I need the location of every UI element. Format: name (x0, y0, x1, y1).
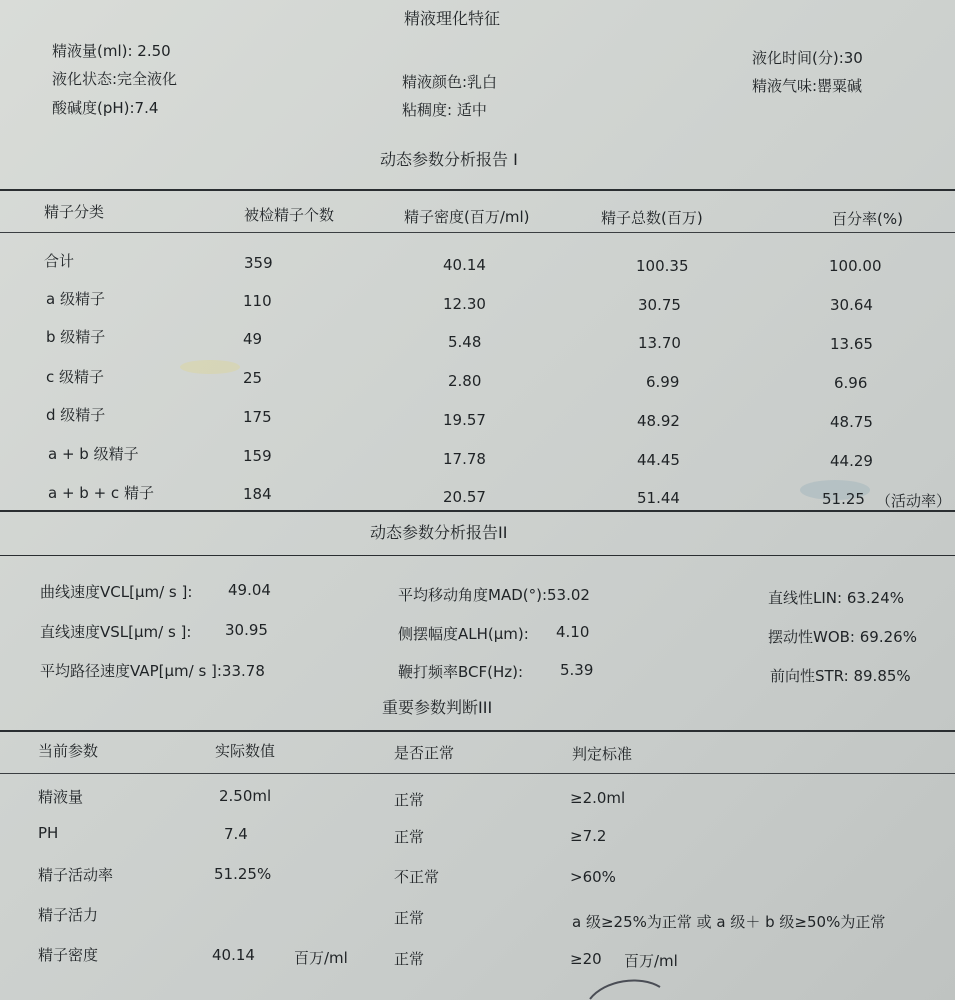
table-cell: a + b + c 精子 (48, 484, 154, 502)
table-rule-header (0, 232, 955, 233)
table-cell: 19.57 (443, 411, 486, 429)
bcf-value: 5.39 (560, 661, 594, 679)
header-actual-value: 实际数值 (215, 742, 276, 760)
table-cell: 48.92 (637, 412, 680, 430)
table-cell: 不正常 (394, 868, 440, 886)
table-cell: a 级精子 (46, 290, 105, 308)
wob-label: 摆动性WOB: 69.26% (768, 628, 917, 646)
table-cell: 20.57 (443, 488, 486, 506)
header-criteria: 判定标准 (572, 745, 633, 763)
table-cell: 100.35 (636, 257, 689, 275)
header-density: 精子密度(百万/ml) (404, 208, 530, 226)
table-cell: ≥7.2 (570, 827, 607, 845)
table-cell: 13.70 (638, 334, 681, 352)
table-cell: 13.65 (830, 335, 873, 353)
table-rule-bottom (0, 510, 955, 512)
lin-label: 直线性LIN: 63.24% (768, 589, 905, 607)
activity-rate-note: （活动率） (876, 492, 952, 510)
table-cell: 184 (243, 485, 272, 503)
semen-odor: 精液气味:罌粟碱 (752, 77, 863, 95)
table-cell: 正常 (394, 828, 425, 846)
table-cell: d 级精子 (46, 406, 106, 424)
section-title-dynamic-1: 动态参数分析报告 I (380, 150, 518, 169)
table-cell: 40.14 (212, 946, 255, 964)
section-title-key-params: 重要参数判断III (382, 698, 493, 717)
table-cell: 30.75 (638, 296, 681, 314)
bcf-label: 鞭打频率BCF(Hz): (398, 663, 524, 681)
table-cell: 精子活动率 (38, 866, 114, 884)
table-cell: 正常 (394, 950, 425, 968)
table-cell: 51.25 (822, 490, 865, 508)
table-cell: PH (38, 824, 59, 842)
table-cell: 精子密度 (38, 946, 99, 964)
table-cell: 100.00 (829, 257, 882, 275)
alh-label: 侧摆幅度ALH(μm): (398, 625, 529, 643)
vsl-value: 30.95 (225, 621, 268, 639)
table-cell: 精子活力 (38, 906, 99, 924)
mad-label: 平均移动角度MAD(°):53.02 (398, 586, 590, 604)
table-rule-top (0, 730, 955, 732)
table-cell: 44.45 (637, 451, 680, 469)
table-cell: 17.78 (443, 450, 486, 468)
table-cell: a 级≥25%为正常 或 a 级＋ b 级≥50%为正常 (572, 913, 886, 931)
table-cell: 49 (243, 330, 263, 348)
table-cell: 5.48 (448, 333, 482, 351)
table-cell: 175 (243, 408, 272, 426)
handwritten-mark (580, 975, 700, 1000)
table-cell: 6.99 (646, 373, 680, 391)
table-cell: ≥20 (570, 950, 602, 968)
vcl-value: 49.04 (228, 581, 271, 599)
table-cell: 51.44 (637, 489, 680, 507)
table-cell: a + b 级精子 (48, 445, 139, 463)
header-total: 精子总数(百万) (601, 209, 703, 227)
semen-color: 精液颜色:乳白 (402, 73, 498, 91)
section-title-dynamic-2: 动态参数分析报告II (370, 523, 508, 542)
table-rule-header (0, 773, 955, 774)
header-percent: 百分率(%) (832, 210, 903, 228)
semen-volume: 精液量(ml): 2.50 (52, 42, 171, 60)
str-label: 前向性STR: 89.85% (770, 667, 911, 685)
table-cell: 159 (243, 447, 272, 465)
liquefaction-state: 液化状态:完全液化 (52, 70, 178, 88)
table-cell: 25 (243, 369, 263, 387)
table-rule-top (0, 189, 955, 191)
table-cell: 精液量 (38, 788, 84, 806)
table-cell: 40.14 (443, 256, 486, 274)
paper-smudge (180, 360, 240, 374)
header-normal: 是否正常 (394, 744, 455, 762)
table-cell: 51.25% (214, 865, 272, 883)
table-cell: 12.30 (443, 295, 486, 313)
table-cell: c 级精子 (46, 368, 105, 386)
table-cell: >60% (570, 868, 616, 886)
table-cell: 合计 (44, 252, 75, 270)
table-cell: 110 (243, 292, 272, 310)
table-cell: 2.50ml (219, 787, 272, 805)
liquefaction-time: 液化时间(分):30 (752, 49, 863, 67)
header-current-param: 当前参数 (38, 742, 99, 760)
table-cell: ≥2.0ml (570, 789, 626, 807)
density-unit: 百万/ml (294, 949, 348, 967)
density-std-unit: 百万/ml (624, 952, 678, 970)
table-cell: 48.75 (830, 413, 873, 431)
table-cell: 正常 (394, 909, 425, 927)
vcl-label: 曲线速度VCL[μm/ s ]: (40, 583, 193, 601)
section-rule (0, 555, 955, 556)
vap-label: 平均路径速度VAP[μm/ s ]:33.78 (40, 662, 265, 680)
table-cell: 正常 (394, 791, 425, 809)
header-count: 被检精子个数 (244, 206, 335, 224)
table-cell: 44.29 (830, 452, 873, 470)
table-cell: 359 (244, 254, 273, 272)
table-cell: 30.64 (830, 296, 873, 314)
section-title-physicochemical: 精液理化特征 (404, 9, 501, 28)
table-cell: 2.80 (448, 372, 482, 390)
viscosity: 粘稠度: 适中 (402, 101, 487, 119)
table-cell: b 级精子 (46, 328, 106, 346)
table-cell: 7.4 (224, 825, 248, 843)
ph-value: 酸碱度(pH):7.4 (52, 99, 159, 117)
table-cell: 6.96 (834, 374, 868, 392)
alh-value: 4.10 (556, 623, 590, 641)
header-sperm-class: 精子分类 (44, 203, 105, 221)
vsl-label: 直线速度VSL[μm/ s ]: (40, 623, 192, 641)
